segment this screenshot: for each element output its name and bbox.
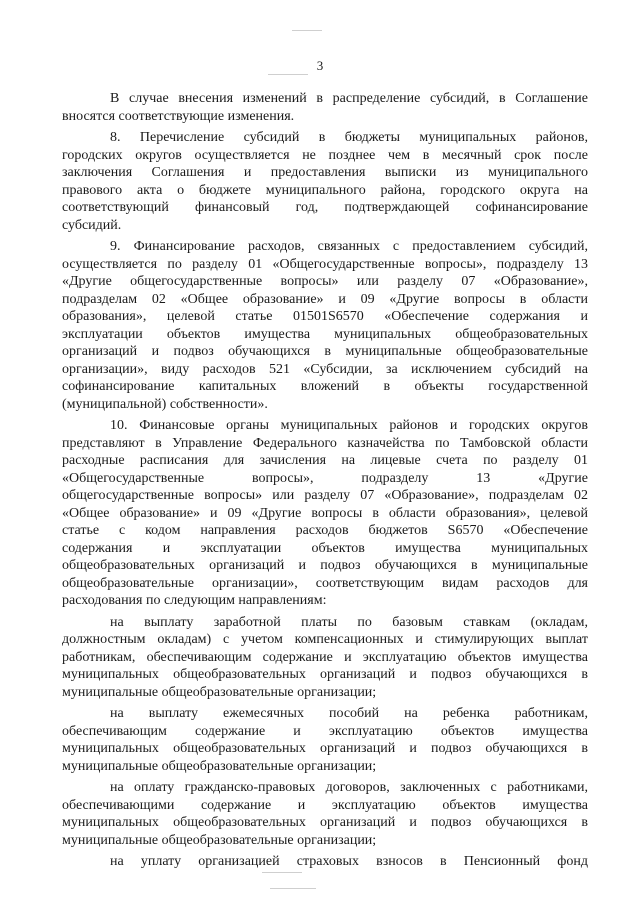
text-line: подразделам 02 «Общее образование» и 09 «Другие вопросы в области — [62, 291, 588, 307]
text-line: должностным окладам) с учетом компенсационных и стимулирующих выплат — [62, 632, 588, 647]
text-line: софинансирование капитальных вложений в объекты государственной — [62, 379, 588, 394]
text-line: на выплату заработной платы по базовым ставкам (окладам, — [110, 614, 588, 630]
text-line: муниципальных общеобразовательных организаций и подвоз обучающихся в — [62, 815, 588, 830]
page-number: 3 — [316, 58, 324, 73]
text-line: муниципальных общеобразовательных организаций и подвоз обучающихся в — [62, 741, 588, 756]
text-line: соответствующий финансовый год, подтверждающей софинансирование — [62, 200, 588, 215]
paragraph — [62, 417, 588, 610]
paragraph — [62, 779, 588, 849]
text-line: на выплату ежемесячных пособий на ребенка работникам, — [110, 706, 588, 721]
text-line: организаций и подвоз обучающихся в муниципальные общеобразовательные — [62, 344, 588, 359]
paragraph — [62, 705, 588, 775]
text-line: «Другие общегосударственные вопросы» или разделу 07 «Образование», — [62, 274, 588, 289]
text-line: (муниципальной) собственности». — [62, 396, 268, 412]
text-line: содержания и эксплуатации объектов имущества муниципальных — [62, 540, 588, 556]
paragraph — [62, 614, 588, 702]
paragraph — [62, 129, 588, 234]
text-line: на уплату организацией страховых взносов в Пенсионный фонд — [110, 854, 588, 869]
text-line: 8. Перечисление субсидий в бюджеты муниципальных районов, — [110, 130, 588, 145]
text-line: городских округов осуществляется не позднее чем в месячный срок после — [62, 147, 588, 163]
text-line: статье с кодом направления расходов бюджетов S6570 «Обеспечение — [62, 523, 588, 538]
paragraph — [62, 238, 588, 413]
text-line: 10. Финансовые органы муниципальных районов и городских округов — [110, 418, 588, 433]
text-line: вносятся соответствующие изменения. — [62, 108, 295, 124]
text-line: организации», виду расходов 521 «Субсидии, за исключением субсидий на — [62, 361, 588, 377]
text-line: обеспечивающими содержание и эксплуатацию объектов имущества — [62, 797, 588, 813]
document-body — [62, 90, 588, 871]
text-line: муниципальные общеобразовательные организации; — [62, 758, 377, 774]
text-line: 9. Финансирование расходов, связанных с предоставлением субсидий, — [110, 239, 588, 254]
text-line: обеспечивающим содержание и эксплуатацию объектов имущества — [62, 723, 588, 739]
text-line: В случае внесения изменений в распределение субсидий, в Соглашение — [110, 91, 588, 106]
text-line: субсидий. — [62, 217, 122, 233]
text-line: расходования по следующим направлениям: — [62, 593, 327, 608]
text-line: работникам, обеспечивающим содержание и эксплуатацию объектов имущества — [62, 649, 588, 665]
text-line: правового акта о бюджете муниципального района, городского округа на — [62, 182, 588, 198]
text-line: образования», целевой статье 01501S6570 «Обеспечение содержания и — [62, 309, 588, 324]
text-line: представляют в Управление Федерального казначейства по Тамбовской области — [62, 435, 588, 451]
paragraph — [62, 90, 588, 125]
text-line: эксплуатации объектов имущества муниципальных общеобразовательных — [62, 326, 588, 342]
text-line: «Общегосударственные вопросы», подразделу 13 «Другие — [62, 470, 588, 486]
text-line: муниципальные общеобразовательные организации; — [62, 832, 377, 848]
paragraph — [62, 853, 588, 871]
text-line: заключения Соглашения и предоставления выписки из муниципального — [62, 165, 588, 180]
text-line: осуществляется по разделу 01 «Общегосударственные вопросы», подразделу 13 — [62, 256, 588, 272]
text-line: общегосударственные вопросы» или разделу 07 «Образование», подразделам 02 — [62, 488, 588, 503]
text-line: на оплату гражданско-правовых договоров, заключенных с работниками, — [110, 780, 588, 795]
text-line: расходные расписания для зачисления на лицевые счета по разделу 01 — [62, 453, 588, 468]
text-line: муниципальных общеобразовательных организаций и подвоз обучающихся в — [62, 667, 588, 682]
text-line: муниципальные общеобразовательные организации; — [62, 684, 377, 700]
text-line: общеобразовательные организации», соответствующим видам расходов для — [62, 575, 588, 591]
text-line: общеобразовательных организаций и подвоз обучающихся в муниципальные — [62, 558, 588, 573]
text-line: «Общее образование» и 09 «Другие вопросы в области образования», целевой — [62, 505, 588, 521]
